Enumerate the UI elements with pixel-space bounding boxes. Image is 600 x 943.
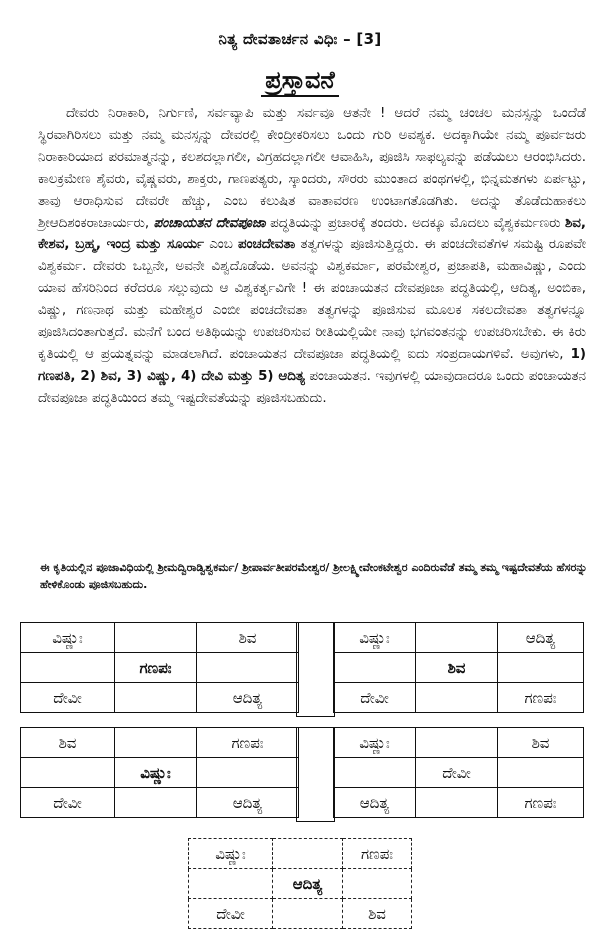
grid-cell: ಆದಿತ್ಯ [197,788,299,818]
bold-emphasis: 1) ಗಣಪತಿ, 2) ಶಿವ, 3) ವಿಷ್ಣು, 4) ದೇವಿ ಮತ್ತು 5) ಆದಿತ್ಯ [38,346,586,384]
grid-center-cell: ಗಣಪಃ [115,653,197,683]
grid-cell [416,623,498,653]
grid-cell: ಗಣಪಃ [498,683,584,713]
text-run: ಪದ್ಧತಿಯನ್ನು ಪ್ರಚಾರಕ್ಕೆ ತಂದರು. ಅದಕ್ಕೂ ಮೊದಲು ವೈಶ್ವಕರ್ಮಣರು [270,215,561,231]
preface-body [38,103,586,410]
grid-cell: ಶಿವ [197,623,299,653]
grid-cell: ವಿಷ್ಣುಃ [334,728,416,758]
page-title-text: ಪ್ರಸ್ತಾವನೆ [261,66,338,97]
grid-divider [296,727,335,822]
grid-cell [416,728,498,758]
grid-cell [334,653,416,683]
footnote: ಈ ಕೃತಿಯಲ್ಲಿನ ಪೂಜಾವಿಧಿಯಲ್ಲಿ ಶ್ರೀಮದ್ವಿರಾಡ್ವಿಶ್ವಕರ್ಮ/ ಶ್ರೀಪಾರ್ವತೀಪರಮೇಶ್ವರ/ ಶ್ರೀಲಕ್ಷ್ಮೀವೇಂಕಟೇಶ್ವರ ಎಂದಿರುವೆಡೆ ತಮ್ಮ ತಮ್ಮ ಇಷ್ಟದೇವತೆಯ ಹೆಸರನ್ನು ಹೇಳಿಕೊಂಡು ಪೂಜಿಸಬಹುದು. [40,561,588,591]
grid-center-cell: ಶಿವ [416,653,498,683]
italic-emphasis: ಪಂಚಾಯತನ ದೇವಪೂಜಾ [153,215,266,231]
grid-center-cell: ವಿಷ್ಣುಃ [115,758,197,788]
grid-cell [197,653,299,683]
grid-cell [416,683,498,713]
grid-cell: ವಿಷ್ಣುಃ [189,839,273,869]
grid-cell: ಆದಿತ್ಯ [334,788,416,818]
grid-cell: ದೇವೀ [189,899,273,929]
grid-cell [273,839,343,869]
grid-cell [343,869,412,899]
page-title [0,66,600,97]
grid-cell: ವಿಷ್ಣುಃ [21,623,115,653]
grid-cell [416,788,498,818]
grid-cell [115,623,197,653]
grid-cell: ಆದಿತ್ಯ [197,683,299,713]
preface-paragraph [38,103,586,410]
grid-shiva [333,622,584,713]
grid-cell [21,758,115,788]
running-head: ನಿತ್ಯ ದೇವತಾರ್ಚನ ವಿಧಿಃ – [3] [218,30,382,48]
grid-cell [21,653,115,683]
text-run: ಎಂಬ [209,237,233,253]
grid-cell: ವಿಷ್ಣುಃ [334,623,416,653]
grid-cell: ಶಿವ [343,899,412,929]
grid-cell [115,788,197,818]
grid-cell [498,758,584,788]
grid-cell [197,758,299,788]
grid-cell [115,728,197,758]
grid-cell [115,683,197,713]
grid-cell: ದೇವೀ [21,788,115,818]
grid-cell: ದೇವೀ [334,683,416,713]
bold-emphasis: ಶಿವ, ಕೇಶವ, ಬ್ರಹ್ಮ, ಇಂದ್ರ ಮತ್ತು ಸೂರ್ಯ [38,215,586,253]
grid-cell: ಗಣಪಃ [498,788,584,818]
grid-aditya [188,838,412,929]
grid-center-cell: ಆದಿತ್ಯ [273,869,343,899]
grid-devi [333,727,584,818]
grid-vishnu [20,727,299,818]
grid-center-cell: ದೇವೀ [416,758,498,788]
grid-cell: ಗಣಪಃ [197,728,299,758]
grid-cell [189,869,273,899]
text-run: ತತ್ವಗಳನ್ನು ಪೂಜಿಸುತ್ತಿದ್ದರು. ಈ ಪಂಚದೇವತೆಗಳ ಸಮಷ್ಟಿ ರೂಪವೇ ವಿಶ್ವಕರ್ಮ. ದೇವರು ಒಬ್ಬನೇ, ಅವನೇ ವಿಶ್ವದೊಡೆಯ. ಅವನನ್ನು ವಿಶ್ವಕರ್ಮಾ, ಪರಮೇಶ್ವರ, ಪ್ರಜಾಪತಿ, ಮಹಾವಿಷ್ಣು, ಎಂದು ಯಾವ ಹೆಸರಿನಿಂದ ಕರೆದರೂ ಸಲ್ಲುವುದು ಆ ವಿಶ್ವಕರ್ತೃವಿಗೇ ! ಈ ಪಂಚಾಯತನ ದೇವಪೂಜಾ ಪದ್ಧತಿಯಲ್ಲಿ, ಆದಿತ್ಯ, ಅಂಬಿಕಾ, ವಿಷ್ಣು, ಗಣನಾಥ ಮತ್ತು ಮಹೇಶ್ವರ ಎಂಬೀ ಪಂಚದೇವತಾ ತತ್ವಗಳನ್ನು ಪೂಜಿಸುವ ಮೂಲಕ ಸಕಲದೇವತಾ ತತ್ವಗಳನ್ನೂ ಪೂಜಿಸಿದಂತಾಗುತ್ತದೆ. ಮನೆಗೆ ಬಂದ ಅತಿಥಿಯನ್ನು ಉಪಚರಿಸುವ ರೀತಿಯಲ್ಲಿಯೇ ನಾವು ಭಗವಂತನನ್ನು ಉಪಚರಿಸಬೇಕು. ಈ ಕಿರು ಕೃತಿಯಲ್ಲಿ ಆ ಪ್ರಯತ್ನವನ್ನು ಮಾಡಲಾಗಿದೆ. ಪಂಚಾಯತನ ದೇವಪೂಜಾ ಪದ್ಧತಿಯಲ್ಲಿ ಐದು ಸಂಪ್ರದಾಯಗಳಿವೆ. ಅವುಗಳು, [38,237,586,362]
grid-cell: ಶಿವ [498,728,584,758]
text-run: ದೇವರು ನಿರಾಕಾರಿ, ನಿರ್ಗುಣಿ, ಸರ್ವವ್ಯಾಪಿ ಮತ್ತು ಸರ್ವವೂ ಆತನೇ ! ಆದರೆ ನಮ್ಮ ಚಂಚಲ ಮನಸ್ಸನ್ನು ಒಂದೆಡೆ ಸ್ಥಿರವಾಗಿರಿಸಲು ಮತ್ತು ನಮ್ಮ ಮನಸ್ಸನ್ನು ದೇವರಲ್ಲಿ ಕೇಂದ್ರೀಕರಿಸಲು ಒಂದು ಗುರಿ ಅವಶ್ಯಕ. ಅದಕ್ಕಾಗಿಯೇ ನಮ್ಮ ಪೂರ್ವಜರು ನಿರಾಕಾರಿಯಾದ ಪರಮಾತ್ಮನನ್ನು, ಕಲಶದಲ್ಲಾಗಲೀ, ವಿಗ್ರಹದಲ್ಲಾಗಲೀ ಆವಾಹಿಸಿ, ಪೂಜಿಸಿ ಸಾಫಲ್ಯವನ್ನು ಪಡೆಯಲು ಆರಂಭಿಸಿದರು. ಕಾಲಕ್ರಮೇಣ ಶೈವರು, ವೈಷ್ಣವರು, ಶಾಕ್ತರು, ಗಾಣಪತ್ಯರು, ಸ್ಕಾಂದರು, ಸೌರರು ಮುಂತಾದ ಪಂಥಗಳಲ್ಲಿ, ಭಿನ್ನಮತಗಳು ಏರ್ಪಟ್ಟು, ತಾವು ಆರಾಧಿಸುವ ದೇವರೇ ಹೆಚ್ಚು, ಎಂಬ ಕಲುಷಿತ ವಾತಾವರಣ ಉಂಟಾಗತೊಡಗಿತು. ಅದನ್ನು ತೊಡೆದುಹಾಕಲು ಶ್ರೀಆದಿಶಂಕರಾಚಾರ್ಯರು, [38,106,586,231]
bold-emphasis: ಪಂಚದೇವತಾ [238,237,296,253]
grid-cell [498,653,584,683]
grid-cell: ಶಿವ [21,728,115,758]
grid-divider [296,622,335,717]
grid-cell [273,899,343,929]
grid-cell: ದೇವೀ [21,683,115,713]
grid-ganapati [20,622,299,713]
grid-cell: ಆದಿತ್ಯ [498,623,584,653]
grid-cell: ಗಣಪಃ [343,839,412,869]
grid-cell [334,758,416,788]
text-run: ಪಂಚಾಯತನ. ಇವುಗಳಲ್ಲಿ ಯಾವುದಾದರೂ ಒಂದು ಪಂಚಾಯತನ ದೇವಪೂಜಾ ಪದ್ಧತಿಯಿಂದ ತಮ್ಮ ಇಷ್ಟದೇವತೆಯನ್ನು ಪೂಜಿಸಬಹುದು. [38,368,586,406]
